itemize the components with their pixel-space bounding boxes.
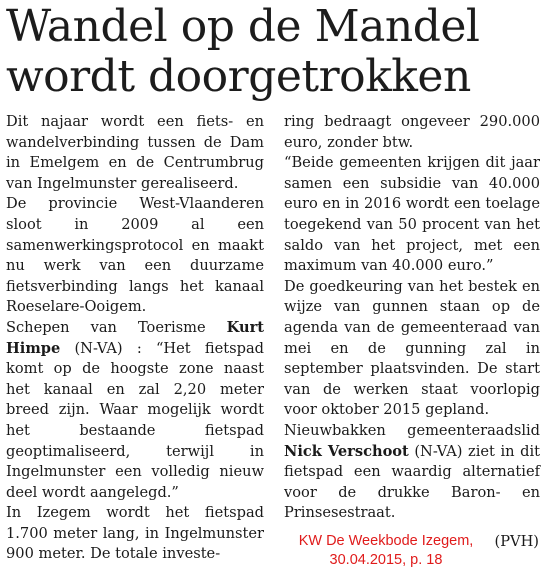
intro-paragraph: Dit najaar wordt een fiets- en wandelverbinding tussen de Dam in Emelgem en de Centrumbrug van Ingelmunster gerealiseerd. — [6, 113, 264, 192]
author-initials: (PVH) — [494, 533, 539, 550]
izegem-paragraph-start: In Izegem wordt het fietspad 1.700 meter lang, in Ingelmunster 900 meter. De totale investe- — [6, 504, 264, 563]
article-headline — [6, 2, 546, 102]
quote-intro: Schepen van Toerisme — [6, 318, 227, 336]
quote-text: (N-VA) : “Het fietspad komt op de hoogste zone naast het kanaal en zal 2,20 meter breed zijn. Waar mogelijk wordt het bestaande fietspad geoptimaliseerd, terwijl in Ingelmunster een volledig nieuw deel wordt aangelegd.” — [6, 339, 264, 501]
quote-paragraph — [6, 318, 264, 503]
person-name-kurt-himpe: Kurt Himpe — [6, 318, 264, 357]
subsidy-paragraph: “Beide gemeenten krijgen dit jaar samen een subsidie van 40.000 euro en in 2016 wordt een toelage toegekend van 50 procent van het saldo van het project, met een maximum van 40.000 euro.” — [284, 154, 540, 275]
left-column — [6, 112, 264, 565]
right-column — [284, 112, 540, 524]
izegem-paragraph-end: ring bedraagt ongeveer 290.000 euro, zonder btw. — [284, 113, 540, 151]
province-paragraph: De provincie West-Vlaanderen sloot in 2009 al een samenwerkingsprotocol en maakt nu werk van een duurzame fietsverbinding langs het kanaal Roeselare-Ooigem. — [6, 195, 264, 316]
source-citation — [286, 532, 486, 570]
person-name-nick-verschoot: Nick Verschoot — [284, 442, 409, 460]
headline-line-2: wordt doorgetrokken — [6, 51, 471, 102]
source-publication: KW De Weekbode Izegem, — [298, 533, 474, 549]
closing-text: (N-VA) ziet in dit fietspad een waardig alternatief voor de drukke Baron- en Prinsesestraat. — [284, 442, 540, 522]
source-footer — [286, 532, 541, 572]
approval-paragraph: De goedkeuring van het bestek en wijze van gunnen staan op de agenda van de gemeenteraad van mei en de gunning zal in september plaatsvinden. De start van de werken staat voorlopig voor oktober 2015 gepland. — [284, 277, 540, 419]
closing-paragraph — [284, 421, 540, 524]
closing-intro: Nieuwbakken gemeenteraadslid — [284, 421, 540, 439]
source-date: 30.04.2015, p. 18 — [329, 552, 443, 568]
headline-line-1: Wandel op de Mandel — [6, 1, 480, 52]
